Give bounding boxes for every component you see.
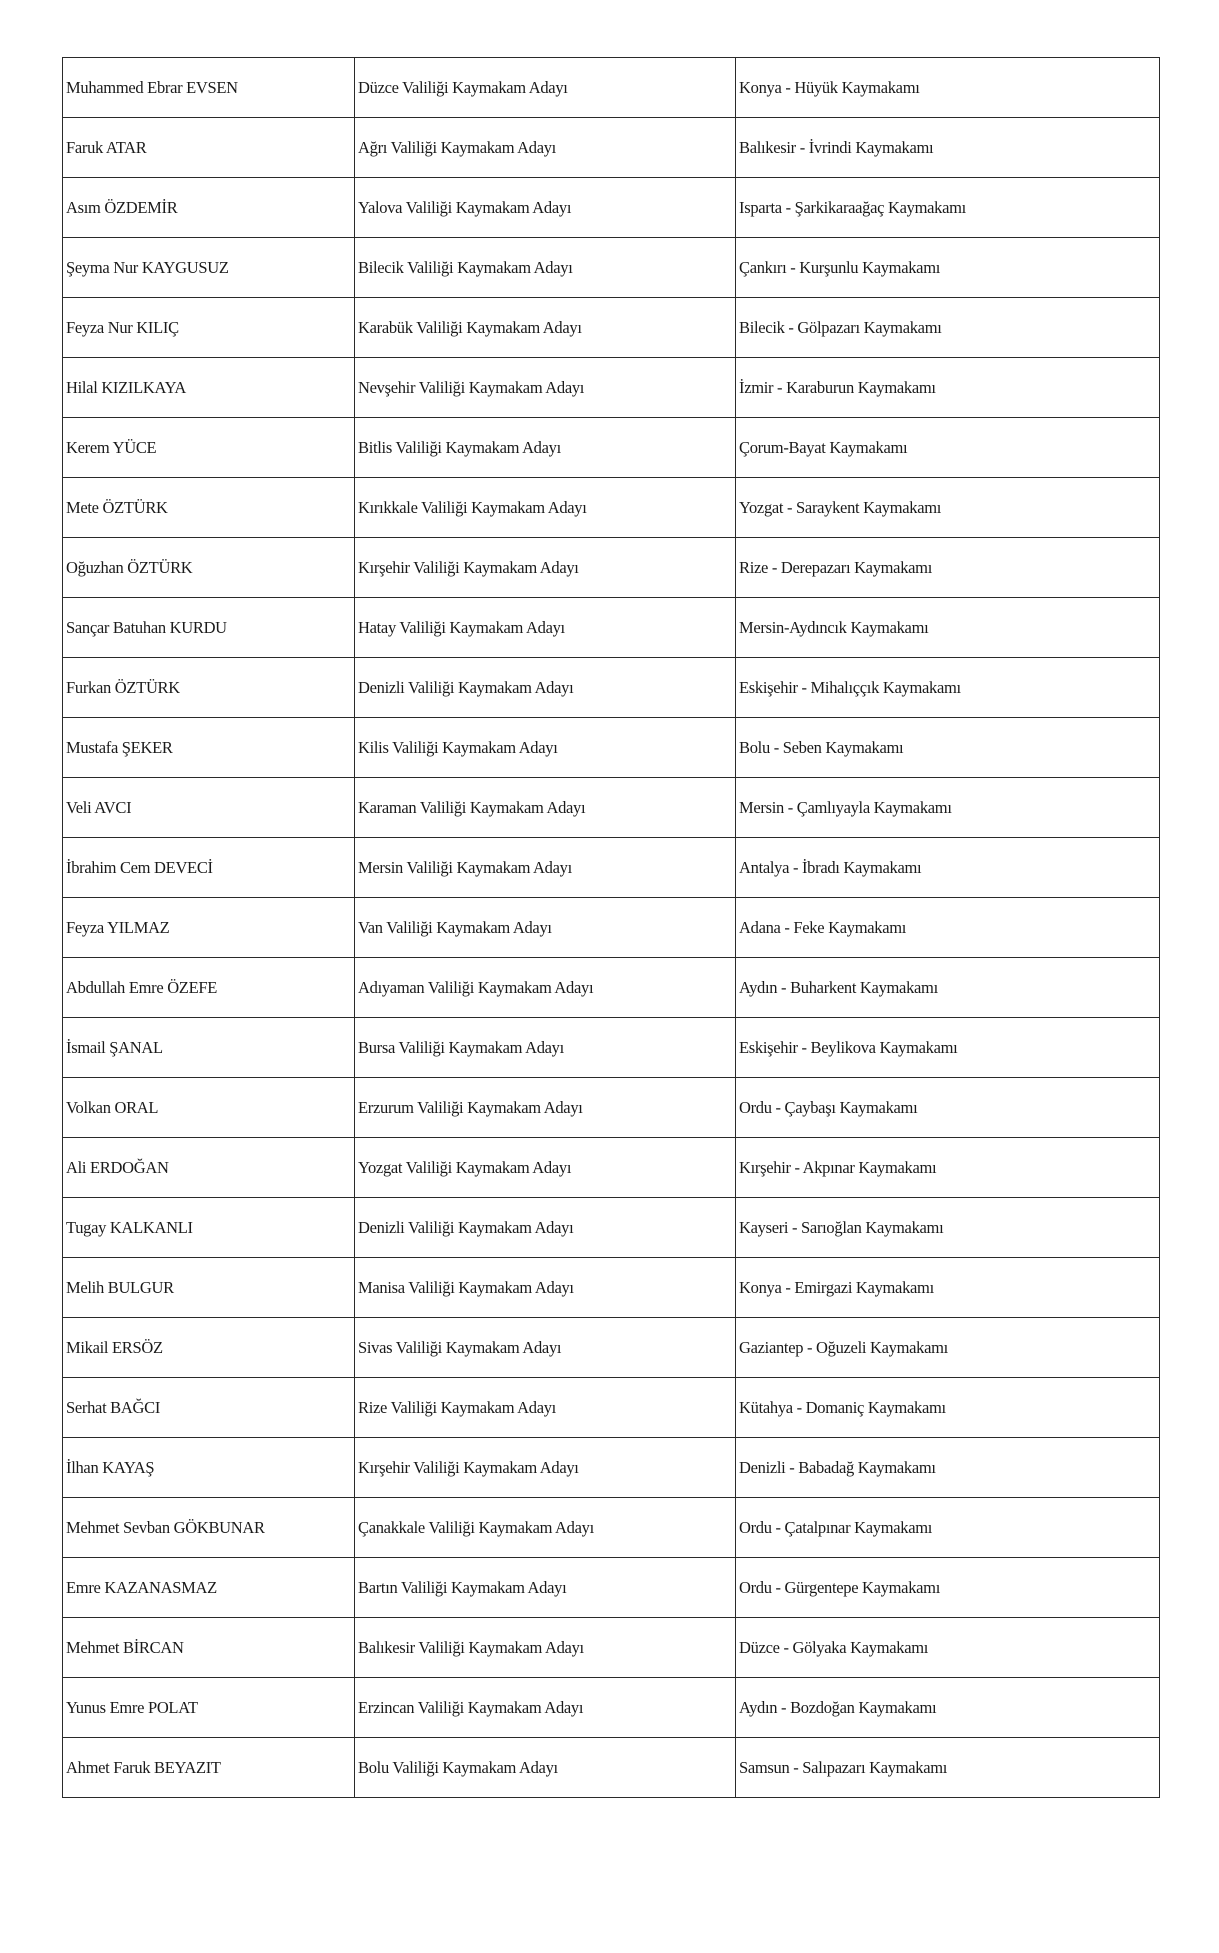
table-row	[63, 178, 1160, 238]
name-cell: Serhat BAĞCI	[63, 1378, 355, 1438]
name-cell: Abdullah Emre ÖZEFE	[63, 958, 355, 1018]
current-post-cell: Mersin Valiliği Kaymakam Adayı	[355, 838, 736, 898]
new-post-cell: Aydın - Buharkent Kaymakamı	[736, 958, 1160, 1018]
new-post-cell: Çankırı - Kurşunlu Kaymakamı	[736, 238, 1160, 298]
new-post-cell: Yozgat - Saraykent Kaymakamı	[736, 478, 1160, 538]
table-row	[63, 838, 1160, 898]
appointment-table-body	[63, 58, 1160, 1798]
name-cell: Yunus Emre POLAT	[63, 1678, 355, 1738]
current-post-cell: Erzurum Valiliği Kaymakam Adayı	[355, 1078, 736, 1138]
name-cell: Asım ÖZDEMİR	[63, 178, 355, 238]
table-row	[63, 1198, 1160, 1258]
new-post-cell: Konya - Hüyük Kaymakamı	[736, 58, 1160, 118]
table-row	[63, 1438, 1160, 1498]
table-row	[63, 1498, 1160, 1558]
current-post-cell: Kırşehir Valiliği Kaymakam Adayı	[355, 538, 736, 598]
table-row	[63, 358, 1160, 418]
table-row	[63, 1558, 1160, 1618]
new-post-cell: Bolu - Seben Kaymakamı	[736, 718, 1160, 778]
new-post-cell: Antalya - İbradı Kaymakamı	[736, 838, 1160, 898]
name-cell: Kerem YÜCE	[63, 418, 355, 478]
current-post-cell: Düzce Valiliği Kaymakam Adayı	[355, 58, 736, 118]
current-post-cell: Erzincan Valiliği Kaymakam Adayı	[355, 1678, 736, 1738]
appointment-table	[62, 57, 1160, 1798]
new-post-cell: Samsun - Salıpazarı Kaymakamı	[736, 1738, 1160, 1798]
table-row	[63, 1078, 1160, 1138]
current-post-cell: Kilis Valiliği Kaymakam Adayı	[355, 718, 736, 778]
table-row	[63, 1138, 1160, 1198]
new-post-cell: Gaziantep - Oğuzeli Kaymakamı	[736, 1318, 1160, 1378]
table-row	[63, 418, 1160, 478]
table-row	[63, 1318, 1160, 1378]
table-row	[63, 298, 1160, 358]
name-cell: İsmail ŞANAL	[63, 1018, 355, 1078]
table-row	[63, 598, 1160, 658]
current-post-cell: Yalova Valiliği Kaymakam Adayı	[355, 178, 736, 238]
name-cell: Mete ÖZTÜRK	[63, 478, 355, 538]
name-cell: Melih BULGUR	[63, 1258, 355, 1318]
new-post-cell: Konya - Emirgazi Kaymakamı	[736, 1258, 1160, 1318]
current-post-cell: Denizli Valiliği Kaymakam Adayı	[355, 1198, 736, 1258]
new-post-cell: Düzce - Gölyaka Kaymakamı	[736, 1618, 1160, 1678]
table-row	[63, 1018, 1160, 1078]
name-cell: Emre KAZANASMAZ	[63, 1558, 355, 1618]
new-post-cell: Eskişehir - Beylikova Kaymakamı	[736, 1018, 1160, 1078]
new-post-cell: Ordu - Çaybaşı Kaymakamı	[736, 1078, 1160, 1138]
new-post-cell: Denizli - Babadağ Kaymakamı	[736, 1438, 1160, 1498]
name-cell: Ali ERDOĞAN	[63, 1138, 355, 1198]
current-post-cell: Yozgat Valiliği Kaymakam Adayı	[355, 1138, 736, 1198]
new-post-cell: Eskişehir - Mihalıççık Kaymakamı	[736, 658, 1160, 718]
name-cell: İlhan KAYAŞ	[63, 1438, 355, 1498]
current-post-cell: Bolu Valiliği Kaymakam Adayı	[355, 1738, 736, 1798]
current-post-cell: Kırşehir Valiliği Kaymakam Adayı	[355, 1438, 736, 1498]
name-cell: Mikail ERSÖZ	[63, 1318, 355, 1378]
new-post-cell: İzmir - Karaburun Kaymakamı	[736, 358, 1160, 418]
name-cell: Feyza YILMAZ	[63, 898, 355, 958]
name-cell: Oğuzhan ÖZTÜRK	[63, 538, 355, 598]
table-row	[63, 58, 1160, 118]
current-post-cell: Çanakkale Valiliği Kaymakam Adayı	[355, 1498, 736, 1558]
name-cell: Mehmet Sevban GÖKBUNAR	[63, 1498, 355, 1558]
name-cell: Veli AVCI	[63, 778, 355, 838]
current-post-cell: Sivas Valiliği Kaymakam Adayı	[355, 1318, 736, 1378]
name-cell: Faruk ATAR	[63, 118, 355, 178]
new-post-cell: Adana - Feke Kaymakamı	[736, 898, 1160, 958]
name-cell: Sançar Batuhan KURDU	[63, 598, 355, 658]
current-post-cell: Karabük Valiliği Kaymakam Adayı	[355, 298, 736, 358]
new-post-cell: Isparta - Şarkikaraağaç Kaymakamı	[736, 178, 1160, 238]
new-post-cell: Kütahya - Domaniç Kaymakamı	[736, 1378, 1160, 1438]
new-post-cell: Rize - Derepazarı Kaymakamı	[736, 538, 1160, 598]
name-cell: Tugay KALKANLI	[63, 1198, 355, 1258]
name-cell: Şeyma Nur KAYGUSUZ	[63, 238, 355, 298]
name-cell: Furkan ÖZTÜRK	[63, 658, 355, 718]
table-row	[63, 898, 1160, 958]
new-post-cell: Ordu - Çatalpınar Kaymakamı	[736, 1498, 1160, 1558]
new-post-cell: Ordu - Gürgentepe Kaymakamı	[736, 1558, 1160, 1618]
table-row	[63, 118, 1160, 178]
current-post-cell: Denizli Valiliği Kaymakam Adayı	[355, 658, 736, 718]
current-post-cell: Nevşehir Valiliği Kaymakam Adayı	[355, 358, 736, 418]
table-row	[63, 1678, 1160, 1738]
name-cell: Mehmet BİRCAN	[63, 1618, 355, 1678]
name-cell: Muhammed Ebrar EVSEN	[63, 58, 355, 118]
table-row	[63, 1618, 1160, 1678]
name-cell: Hilal KIZILKAYA	[63, 358, 355, 418]
name-cell: Mustafa ŞEKER	[63, 718, 355, 778]
table-row	[63, 1738, 1160, 1798]
new-post-cell: Kırşehir - Akpınar Kaymakamı	[736, 1138, 1160, 1198]
new-post-cell: Çorum-Bayat Kaymakamı	[736, 418, 1160, 478]
name-cell: İbrahim Cem DEVECİ	[63, 838, 355, 898]
current-post-cell: Bitlis Valiliği Kaymakam Adayı	[355, 418, 736, 478]
new-post-cell: Aydın - Bozdoğan Kaymakamı	[736, 1678, 1160, 1738]
current-post-cell: Hatay Valiliği Kaymakam Adayı	[355, 598, 736, 658]
table-row	[63, 958, 1160, 1018]
current-post-cell: Balıkesir Valiliği Kaymakam Adayı	[355, 1618, 736, 1678]
current-post-cell: Karaman Valiliği Kaymakam Adayı	[355, 778, 736, 838]
current-post-cell: Bilecik Valiliği Kaymakam Adayı	[355, 238, 736, 298]
current-post-cell: Bursa Valiliği Kaymakam Adayı	[355, 1018, 736, 1078]
current-post-cell: Van Valiliği Kaymakam Adayı	[355, 898, 736, 958]
name-cell: Ahmet Faruk BEYAZIT	[63, 1738, 355, 1798]
current-post-cell: Bartın Valiliği Kaymakam Adayı	[355, 1558, 736, 1618]
current-post-cell: Rize Valiliği Kaymakam Adayı	[355, 1378, 736, 1438]
new-post-cell: Bilecik - Gölpazarı Kaymakamı	[736, 298, 1160, 358]
name-cell: Feyza Nur KILIÇ	[63, 298, 355, 358]
new-post-cell: Mersin-Aydıncık Kaymakamı	[736, 598, 1160, 658]
new-post-cell: Kayseri - Sarıoğlan Kaymakamı	[736, 1198, 1160, 1258]
table-row	[63, 478, 1160, 538]
new-post-cell: Balıkesir - İvrindi Kaymakamı	[736, 118, 1160, 178]
table-row	[63, 718, 1160, 778]
table-row	[63, 1378, 1160, 1438]
table-row	[63, 538, 1160, 598]
table-row	[63, 778, 1160, 838]
current-post-cell: Kırıkkale Valiliği Kaymakam Adayı	[355, 478, 736, 538]
new-post-cell: Mersin - Çamlıyayla Kaymakamı	[736, 778, 1160, 838]
current-post-cell: Ağrı Valiliği Kaymakam Adayı	[355, 118, 736, 178]
current-post-cell: Adıyaman Valiliği Kaymakam Adayı	[355, 958, 736, 1018]
name-cell: Volkan ORAL	[63, 1078, 355, 1138]
table-row	[63, 1258, 1160, 1318]
current-post-cell: Manisa Valiliği Kaymakam Adayı	[355, 1258, 736, 1318]
table-row	[63, 658, 1160, 718]
table-row	[63, 238, 1160, 298]
